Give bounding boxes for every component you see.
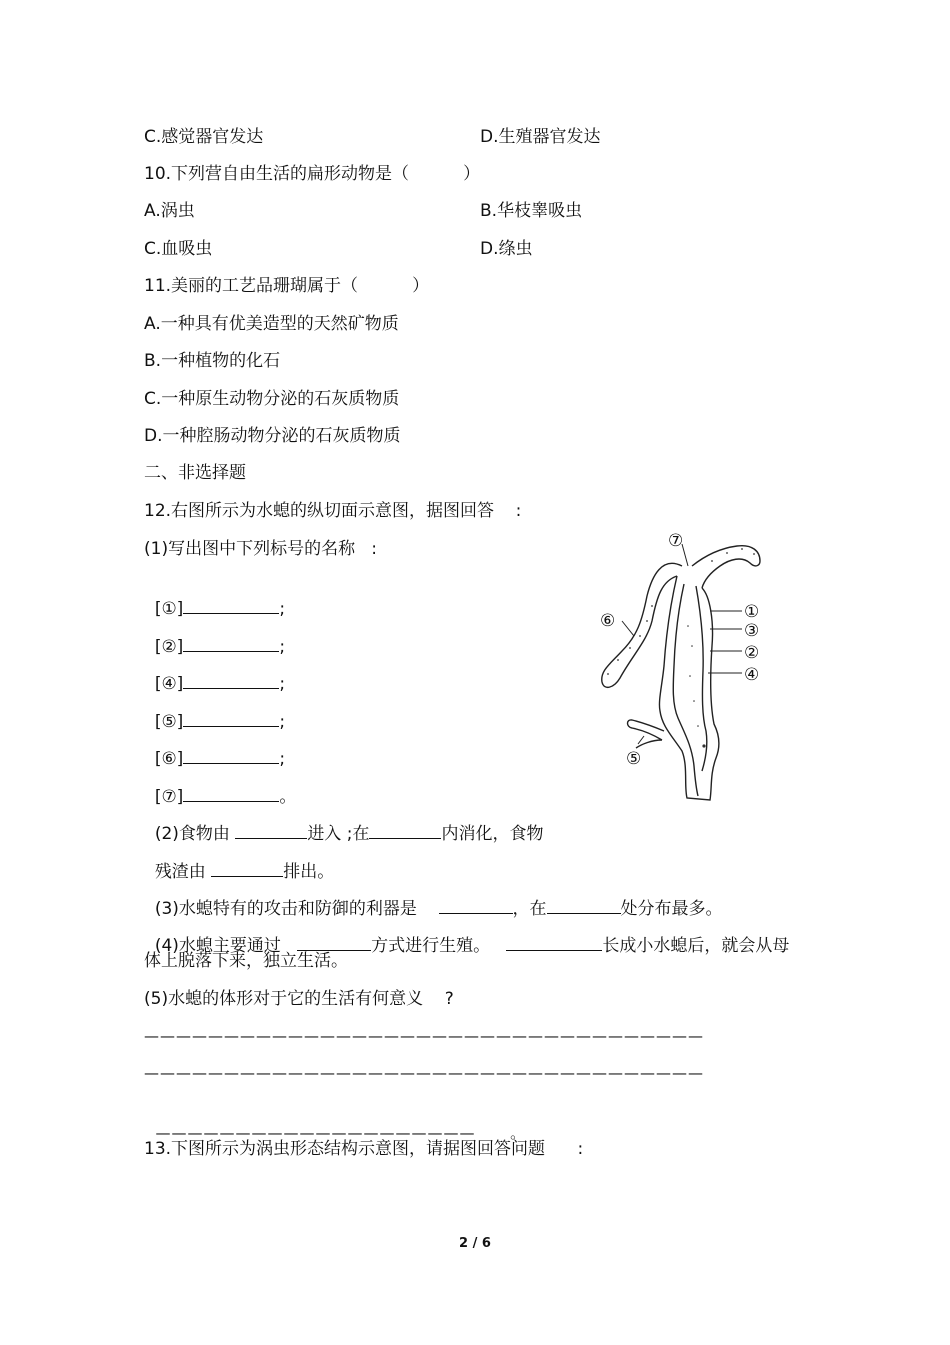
q11-stem: 11.美丽的工艺品珊瑚属于（ ）: [144, 276, 430, 296]
label-number: [②]: [154, 637, 184, 657]
q13-stem: 13.下图所示为涡虫形态结构示意图，请据图回答问题 :: [144, 1139, 584, 1159]
answer-blank[interactable]: [369, 822, 441, 839]
label-number: [④]: [154, 674, 184, 694]
text: (4)水螅主要通过: [154, 936, 281, 956]
label-number: [⑦]: [154, 787, 184, 807]
label-number: [⑤]: [154, 712, 184, 732]
label-2: ②: [744, 643, 760, 663]
answer-blank[interactable]: [297, 934, 371, 951]
dash-text: ————————————————————: [155, 1124, 476, 1142]
label-6: ⑥: [600, 611, 616, 631]
line-end: ;: [279, 674, 286, 694]
q12-part1: (1)写出图中下列标号的名称 :: [144, 539, 378, 559]
text: 处分布最多。: [620, 899, 723, 919]
q12-part4-line2: 体上脱落下来，独立生活。: [144, 951, 348, 971]
q10-option-d: D.绦虫: [480, 239, 533, 259]
text: 内消化，食物: [441, 824, 544, 844]
text: (3)水螅特有的攻击和防御的利器是: [154, 899, 417, 919]
q11-option-d: D.一种腔肠动物分泌的石灰质物质: [144, 426, 401, 446]
q11-option-b: B.一种植物的化石: [144, 351, 281, 371]
text: 进入 ;在: [307, 824, 370, 844]
q10-stem: 10.下列营自由生活的扁形动物是（ ）: [144, 164, 481, 184]
text: (2)食物由: [154, 824, 230, 844]
hydra-diagram: [592, 526, 802, 811]
section-heading: 二、非选择题: [144, 463, 246, 483]
text: 排出。: [283, 862, 335, 882]
q10-option-c: C.血吸虫: [144, 239, 213, 259]
line-end: ;: [279, 599, 286, 619]
line-end: ;: [279, 637, 286, 657]
q9-option-d: D.生殖器官发达: [480, 127, 601, 147]
answer-blank[interactable]: [235, 822, 307, 839]
q12-stem: 12.右图所示为水螅的纵切面示意图，据图回答 :: [144, 501, 522, 521]
line-end: ;: [279, 712, 286, 732]
text: ，在: [512, 899, 547, 919]
q10-option-a: A.涡虫: [144, 201, 195, 221]
q10-option-b: B.华枝睾吸虫: [480, 201, 583, 221]
label-5: ⑤: [626, 749, 642, 769]
label-3: ③: [744, 621, 760, 641]
q12-part5: (5)水螅的体形对于它的生活有何意义 ?: [144, 989, 454, 1009]
text: 长成小水螅后，就会从母: [602, 936, 790, 956]
line-end: 。: [279, 787, 297, 807]
label-number: [①]: [154, 599, 184, 619]
label-1: ①: [744, 602, 760, 622]
answer-dash-line-2[interactable]: ———————————————————————————————————: [144, 1064, 704, 1082]
label-4: ④: [744, 665, 760, 685]
line-end: ;: [279, 749, 286, 769]
answer-blank[interactable]: [506, 934, 602, 951]
answer-blank[interactable]: [183, 672, 279, 689]
q11-option-c: C.一种原生动物分泌的石灰质物质: [144, 389, 400, 409]
answer-blank[interactable]: [183, 747, 279, 764]
answer-dash-line-1[interactable]: ———————————————————————————————————: [144, 1027, 704, 1045]
label-number: [⑥]: [154, 749, 184, 769]
q9-option-c: C.感觉器官发达: [144, 127, 264, 147]
answer-blank[interactable]: [183, 597, 279, 614]
label-7: ⑦: [668, 531, 684, 551]
page-number: 2 / 6: [459, 1236, 491, 1251]
text: 残渣由: [154, 862, 206, 882]
q11-option-a: A.一种具有优美造型的天然矿物质: [144, 314, 399, 334]
period: 。: [510, 1124, 527, 1142]
text: 方式进行生殖。: [371, 936, 491, 956]
